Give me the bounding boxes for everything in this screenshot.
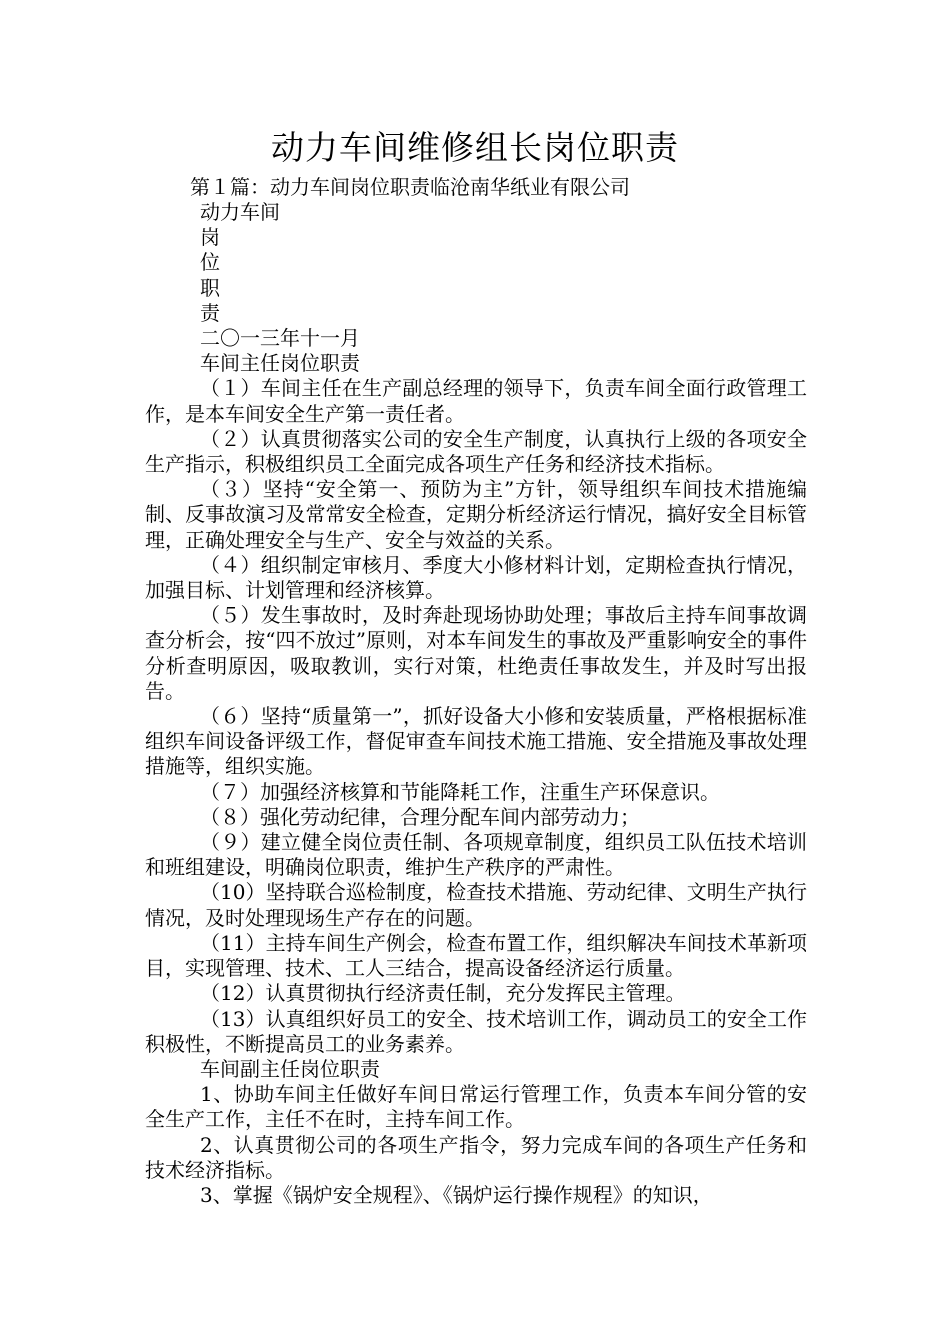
document-subtitle: 第１篇：动力车间岗位职责临沧南华纸业有限公司 bbox=[190, 175, 630, 199]
document-paragraph: （12）认真贯彻执行经济责任制，充分发挥民主管理。 bbox=[200, 981, 686, 1006]
document-paragraph: （13）认真组织好员工的安全、技术培训工作，调动员工的安全工作积极性，不断提高员工的业务素养。 bbox=[145, 1006, 807, 1056]
document-line: 岗 bbox=[200, 225, 220, 250]
document-body bbox=[145, 200, 807, 1208]
document-line: 职 bbox=[200, 275, 220, 300]
document-paragraph: （１）车间主任在生产副总经理的领导下，负责车间全面行政管理工作，是本车间安全生产第一责任者。 bbox=[145, 376, 807, 426]
document-paragraph: （３）坚持“安全第一、预防为主”方针，领导组织车间技术措施编制、反事故演习及常常安全检查，定期分析经济运行情况，搞好安全目标管理，正确处理安全与生产、安全与效益的关系。 bbox=[145, 477, 807, 552]
document-paragraph: （２）认真贯彻落实公司的安全生产制度，认真执行上级的各项安全生产指示，积极组织员工全面完成各项生产任务和经济技术指标。 bbox=[145, 426, 807, 477]
document-line: 位 bbox=[200, 250, 220, 275]
document-paragraph: 3、掌握《锅炉安全规程》、《锅炉运行操作规程》的知识， bbox=[200, 1182, 713, 1207]
document-paragraph: （６）坚持“质量第一”，抓好设备大小修和安装质量，严格根据标准组织车间设备评级工作，督促审查车间技术施工措施、安全措施及事故处理措施等，组织实施。 bbox=[145, 704, 807, 779]
document-line: 责 bbox=[200, 300, 220, 325]
document-title: 动力车间维修组长岗位职责 bbox=[271, 128, 679, 167]
document-paragraph: （８）强化劳动纪律，合理分配车间内部劳动力； bbox=[200, 804, 640, 829]
document-line: 二〇一三年十一月 bbox=[200, 326, 360, 351]
document-paragraph: （11）主持车间生产例会，检查布置工作，组织解决车间技术革新项目，实现管理、技术、工人三结合，提高设备经济运行质量。 bbox=[145, 930, 807, 981]
document-paragraph: （５）发生事故时，及时奔赴现场协助处理；事故后主持车间事故调查分析会，按“四不放过”原则，对本车间发生的事故及严重影响安全的事件分析查明原因，吸取教训，实行对策，杜绝责任事故发生，并及时写出报告。 bbox=[145, 603, 807, 703]
document-paragraph: （９）建立健全岗位责任制、各项规章制度，组织员工队伍技术培训和班组建设，明确岗位职责，维护生产秩序的严肃性。 bbox=[145, 830, 807, 880]
document-line: 车间副主任岗位职责 bbox=[200, 1056, 380, 1081]
document-paragraph: 1、协助车间主任做好车间日常运行管理工作，负责本车间分管的安全生产工作，主任不在时，主持车间工作。 bbox=[145, 1082, 807, 1132]
document-line: 动力车间 bbox=[200, 200, 280, 224]
document-line: 车间主任岗位职责 bbox=[200, 351, 360, 376]
document-paragraph: （７）加强经济核算和节能降耗工作，注重生产环保意识。 bbox=[200, 779, 720, 804]
document-paragraph: 2、认真贯彻公司的各项生产指令，努力完成车间的各项生产任务和技术经济指标。 bbox=[145, 1132, 807, 1182]
document-paragraph: （４）组织制定审核月、季度大小修材料计划，定期检查执行情况，加强目标、计划管理和经济核算。 bbox=[145, 552, 807, 603]
document-paragraph: （10）坚持联合巡检制度，检查技术措施、劳动纪律、文明生产执行情况，及时处理现场生产存在的问题。 bbox=[145, 880, 807, 930]
